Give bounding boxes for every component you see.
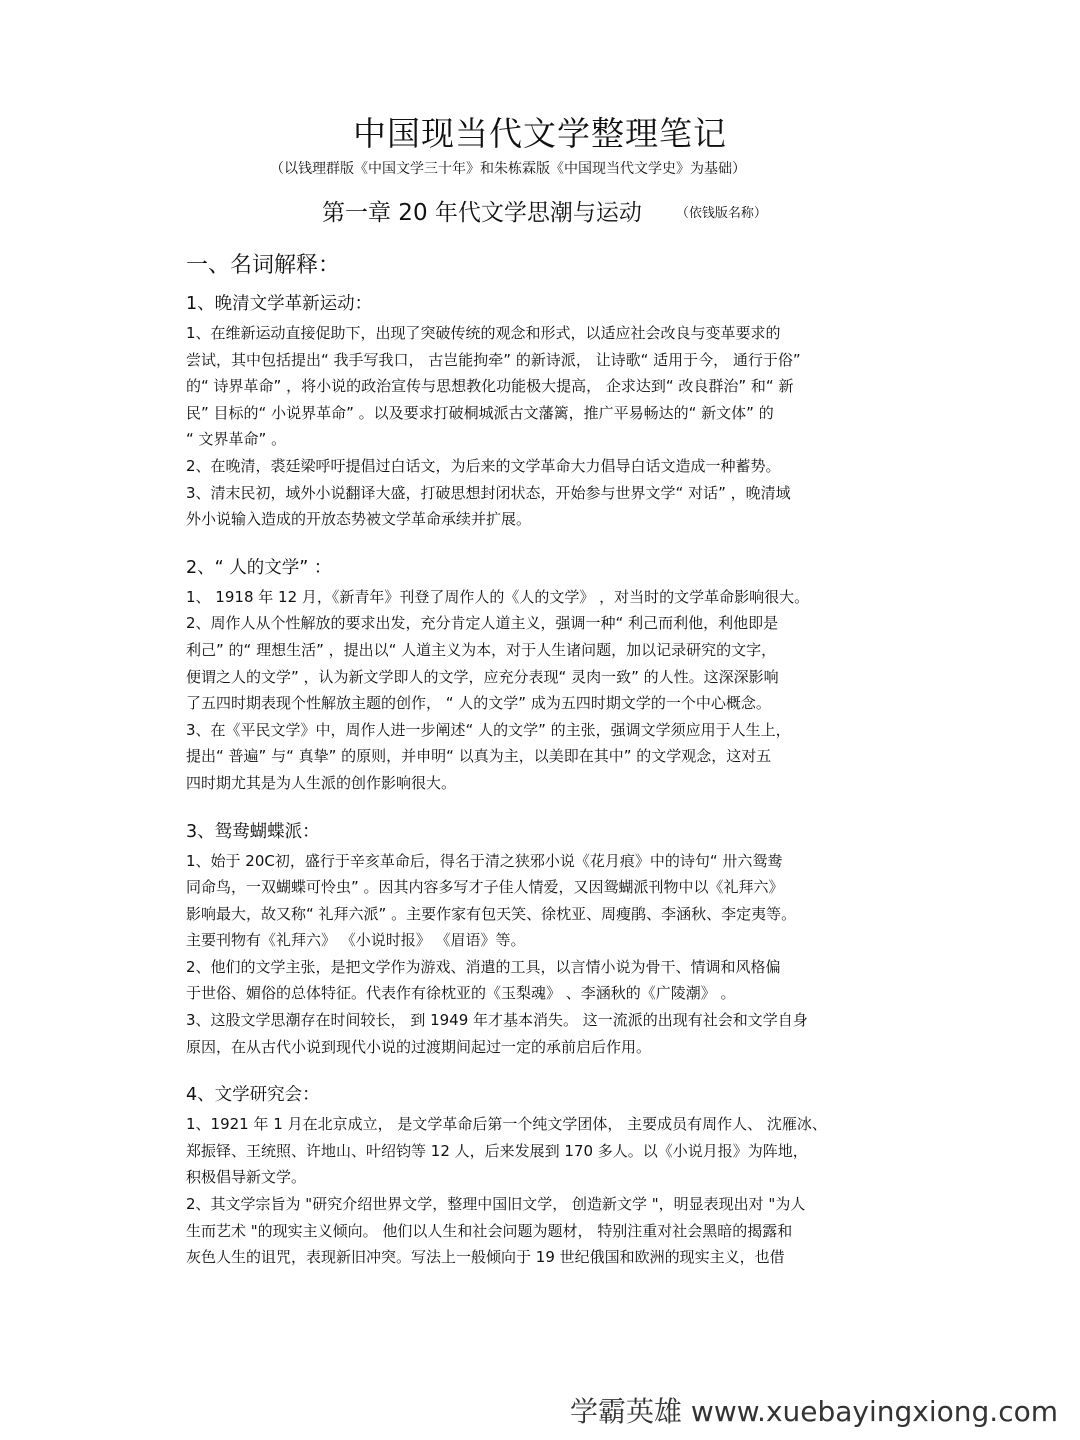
- term-heading: 1、晚清文学革新运动：: [186, 294, 373, 314]
- paragraph-line: 主要刊物有《礼拜六》 《小说时报》 《眉语》等。: [186, 931, 526, 950]
- paragraph-line: 2、周作人从个性解放的要求出发，充分肯定人道主义，强调一种“ 利己而利他，利他即是: [186, 614, 779, 633]
- paragraph-line: 尝试，其中包括提出“ 我手写我口， 古岂能拘牵” 的新诗派， 让诗歌“ 适用于今， 通行于俗”: [186, 350, 801, 369]
- paragraph-line: 于世俗、媚俗的总体特征。代表作有徐枕亚的《玉梨魂》 、李涵秋的《广陵潮》 。: [186, 984, 736, 1003]
- paragraph-line: 积极倡导新文学。: [186, 1168, 307, 1187]
- term-heading: 2、“ 人的文学” ：: [186, 557, 332, 578]
- chapter-heading: [322, 196, 767, 231]
- paragraph-line: 郑振铎、王统照、许地山、叶绍钧等 12 人，后来发展到 170 多人。以《小说月报》为阵地，: [186, 1141, 808, 1160]
- document-title: 中国现当代文学整理笔记: [353, 114, 727, 153]
- paragraph-line: 1、1921 年 1 月在北京成立， 是文学革命后第一个纯文学团体， 主要成员有周作人、 沈雁冰、: [186, 1115, 827, 1134]
- term-entry: [186, 818, 906, 1061]
- watermark-footer: 学霸英雄 www.xuebayingxiong.com: [570, 1395, 1058, 1428]
- term-heading: 3、鸳鸯蝴蝶派：: [186, 821, 320, 842]
- entries-container: [186, 290, 906, 1292]
- chapter-title: 第一章 20 年代文学思潮与运动: [322, 200, 642, 226]
- term-entry: [186, 1081, 906, 1271]
- paragraph-line: 原因，在从古代小说到现代小说的过渡期间起过一定的承前启后作用。: [186, 1037, 652, 1056]
- paragraph-line: 同命鸟，一双蝴蝶可怜虫” 。因其内容多写才子佳人情爱，又因鸳蝴派刊物中以《礼拜六》: [186, 878, 784, 897]
- paragraph-line: 1、在维新运动直接促助下，出现了突破传统的观念和形式，以适应社会改良与变革要求的: [186, 324, 781, 342]
- paragraph-line: 生而艺术 "的现实主义倾向。 他们以人生和社会问题为题材， 特别注重对社会黑暗的揭露和: [186, 1221, 793, 1240]
- term-entry: [186, 554, 906, 797]
- paragraph-line: 的“ 诗界革命” ，将小说的政治宣传与思想教化功能极大提高， 企求达到“ 改良群治” 和“ 新: [186, 377, 794, 396]
- paragraph-line: 影响最大，故又称“ 礼拜六派” 。主要作家有包天笑、徐枕亚、周瘦鹃、李涵秋、李定夷等。: [186, 904, 797, 923]
- term-heading: 4、文学研究会：: [186, 1085, 320, 1106]
- paragraph-line: 2、其文学宗旨为 "研究介绍世界文学，整理中国旧文学， 创造新文学 "，明显表现出对 "为人: [186, 1195, 806, 1214]
- paragraph-line: 3、清末民初，域外小说翻译大盛，打破思想封闭状态，开始参与世界文学“ 对话” ，晚清域: [186, 483, 791, 502]
- paragraph-line: 提出“ 普遍” 与“ 真挚” 的原则，并申明“ 以真为主，以美即在其中” 的文学观念，这对五: [186, 747, 772, 766]
- paragraph-line: 3、这股文学思潮存在时间较长， 到 1949 年才基本消失。 这一流派的出现有社会和文学自身: [186, 1011, 808, 1030]
- paragraph-line: 利己” 的“ 理想生活” ，提出以“ 人道主义为本，对于人生诸问题，加以记录研究的文字，: [186, 640, 777, 659]
- paragraph-line: 外小说输入造成的开放态势被文学革命承续并扩展。: [186, 510, 532, 529]
- paragraph-line: 灰色人生的诅咒，表现新旧冲突。写法上一般倾向于 19 世纪俄国和欧洲的现实主义，也借: [186, 1248, 785, 1267]
- paragraph-line: 便谓之人的文学” ，认为新文学即人的文学，应充分表现“ 灵肉一致” 的人性。这深深影响: [186, 667, 779, 686]
- paragraph-line: 民” 目标的“ 小说界革命” 。以及要求打破桐城派古文藩篱，推广平易畅达的“ 新文体” 的: [186, 403, 774, 422]
- chapter-note: （依钱版名称）: [675, 206, 767, 221]
- paragraph-line: 四时期尤其是为人生派的创作影响很大。: [186, 773, 457, 792]
- section-heading: 一、名词解释：: [186, 253, 341, 278]
- paragraph-line: 了五四时期表现个性解放主题的创作， “ 人的文学” 成为五四时期文学的一个中心概念。: [186, 694, 771, 713]
- paragraph-line: 2、在晚清，裘廷梁呼吁提倡过白话文，为后来的文学革命大力倡导白话文造成一种蓄势。: [186, 456, 781, 475]
- paragraph-line: 2、他们的文学主张，是把文学作为游戏、消遣的工具，以言情小说为骨干、情调和风格偏: [186, 957, 781, 976]
- paragraph-line: 3、在《平民文学》中，周作人进一步阐述“ 人的文学” 的主张，强调文学须应用于人生上，: [186, 720, 791, 739]
- term-entry: [186, 290, 906, 533]
- paragraph-line: 1、始于 20C初，盛行于辛亥革命后，得名于清之狭邪小说《花月痕》中的诗句“ 卅六鸳鸯: [186, 851, 783, 870]
- paragraph-line: 1、 1918 年 12 月，《新青年》刊登了周作人的《人的文学》 ，对当时的文学革命影响很大。: [186, 587, 810, 606]
- document-subtitle: （以钱理群版《中国文学三十年》和朱栋霖版《中国现当代文学史》为基础）: [270, 161, 746, 177]
- paragraph-line: “ 文界革命” 。: [186, 430, 287, 449]
